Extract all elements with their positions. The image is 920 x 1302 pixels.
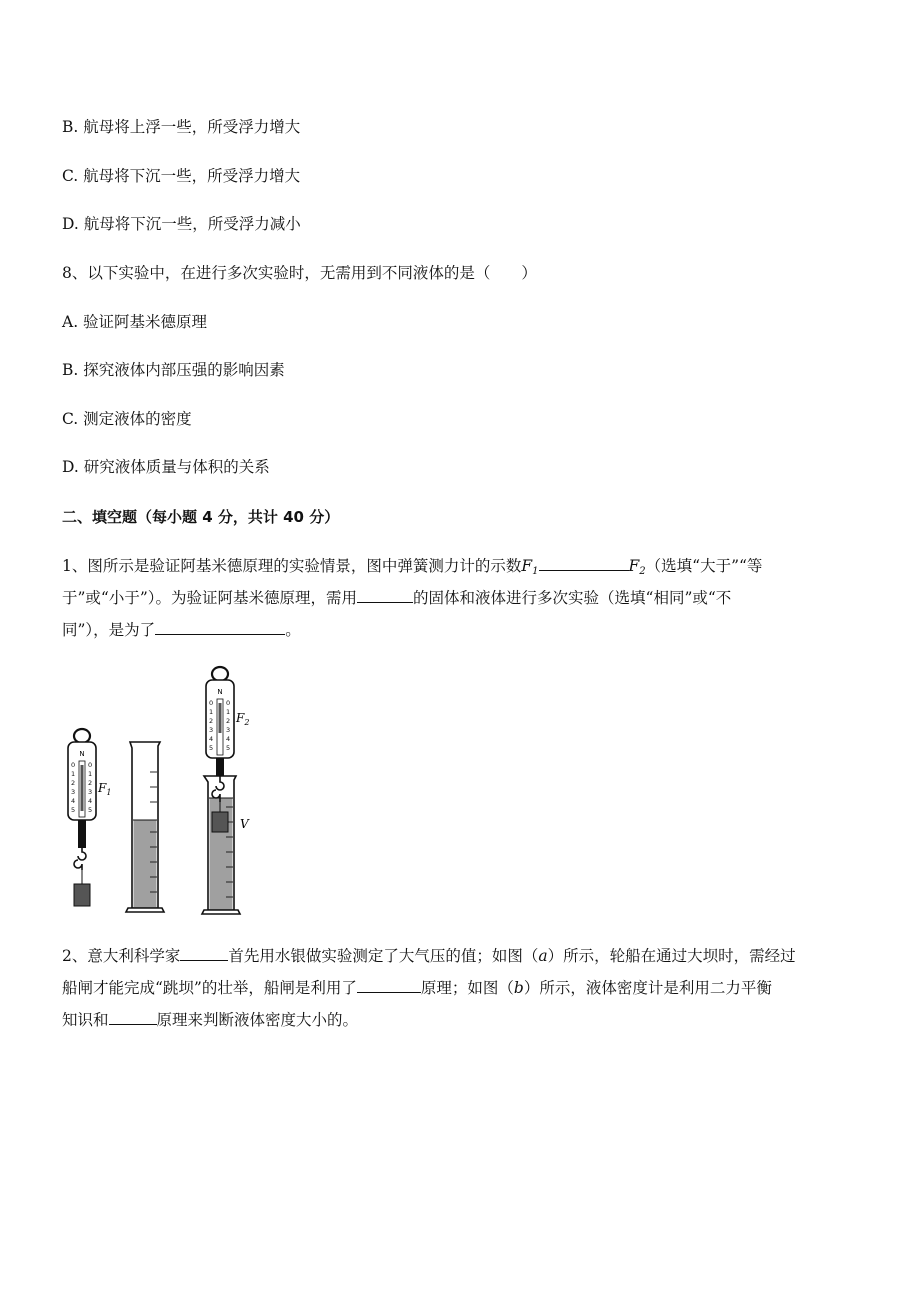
svg-text:2: 2 (71, 779, 76, 787)
fill-2-line-2 (62, 977, 772, 998)
svg-text:2: 2 (88, 779, 93, 787)
scale-unit-label: N (79, 750, 85, 758)
answer-blank-3[interactable] (155, 619, 285, 635)
fill-2-line-3 (62, 1009, 358, 1030)
scale-ticks-right (88, 761, 92, 814)
fill-2-text: ）所示，液体密度计是利用二力平衡 (523, 979, 772, 997)
label-f1: $F_1$ (98, 781, 112, 797)
scale-ticks-right (226, 699, 230, 752)
option-7d: D. 航母将下沉一些，所受浮力减小 (62, 215, 301, 233)
figure-ref-b: b (513, 979, 524, 997)
svg-text:1: 1 (226, 708, 231, 716)
svg-text:4: 4 (88, 797, 93, 805)
graduated-cylinder-1 (126, 742, 164, 912)
svg-text:5: 5 (88, 806, 93, 814)
fill-2-text: 原理；如图（ (420, 979, 514, 997)
svg-text:0: 0 (88, 761, 93, 769)
fill-2-text: 2、意大利科学家 (62, 947, 181, 965)
svg-text:0: 0 (226, 699, 231, 707)
answer-blank-2[interactable] (357, 587, 413, 603)
fill-2-line-1 (62, 945, 796, 966)
option-8b: B. 探究液体内部压强的影响因素 (62, 361, 285, 379)
fill-1-text: 。 (285, 621, 301, 639)
option-7c: C. 航母将下沉一些，所受浮力增大 (62, 167, 301, 185)
fill-1-line-2 (62, 587, 731, 608)
option-8c: C. 测定液体的密度 (62, 410, 192, 428)
svg-text:0: 0 (209, 699, 214, 707)
archimedes-experiment-figure (58, 662, 278, 924)
section-2-title: 二、填空题（每小题 4 分，共计 40 分） (62, 508, 340, 526)
fill-1-text: 同”），是为了 (62, 621, 156, 639)
fill-1-text: 1、图所示是验证阿基米德原理的实验情景，图中弹簧测力计的示数 (62, 557, 522, 575)
svg-text:1: 1 (88, 770, 93, 778)
fill-1-text: （选填“大于”“等 (645, 557, 763, 575)
label-v: V (240, 817, 249, 831)
svg-text:3: 3 (88, 788, 93, 796)
fill-2-text: 知识和 (62, 1011, 109, 1029)
svg-text:5: 5 (226, 744, 231, 752)
svg-text:5: 5 (71, 806, 76, 814)
spring-scale-1 (68, 729, 111, 906)
spring-scale-2 (206, 667, 249, 776)
fill-2-text: 原理来判断液体密度大小的。 (156, 1011, 359, 1029)
fill-2-text: ）所示，轮船在通过大坝时，需经过 (547, 947, 796, 965)
graduated-cylinder-2 (202, 776, 250, 914)
option-7b: B. 航母将上浮一些，所受浮力增大 (62, 118, 301, 136)
figure-ref-a: a (538, 947, 548, 965)
option-8a: A. 验证阿基米德原理 (62, 313, 208, 331)
answer-blank-5[interactable] (357, 977, 421, 993)
svg-text:3: 3 (209, 726, 214, 734)
fill-2-text: 船闸才能完成“跳坝”的壮举，船闸是利用了 (62, 979, 357, 997)
svg-text:5: 5 (209, 744, 214, 752)
svg-text:3: 3 (71, 788, 76, 796)
scale-unit-label: N (217, 688, 223, 696)
label-f2: $F_2$ (236, 711, 250, 727)
fill-1-text: 的固体和液体进行多次实验（选填“相同”或“不 (413, 589, 732, 607)
answer-blank-1[interactable] (539, 555, 629, 571)
svg-text:2: 2 (209, 717, 214, 725)
svg-text:1: 1 (71, 770, 76, 778)
scale-ticks-left (71, 761, 75, 814)
option-8d: D. 研究液体质量与体积的关系 (62, 458, 270, 476)
svg-text:4: 4 (71, 797, 76, 805)
fill-1-text: 于”或“小于”）。为验证阿基米德原理，需用 (62, 589, 358, 607)
svg-text:2: 2 (226, 717, 231, 725)
answer-blank-4[interactable] (180, 945, 228, 961)
question-8-stem: 8、以下实验中，在进行多次实验时，无需用到不同液体的是（ ） (62, 264, 537, 282)
var-f1: $F_1$ (521, 557, 539, 577)
var-f2: $F_2$ (628, 557, 646, 577)
fill-1-line-3 (62, 619, 301, 640)
svg-text:4: 4 (209, 735, 214, 743)
svg-text:1: 1 (209, 708, 214, 716)
svg-text:3: 3 (226, 726, 231, 734)
scale-ticks-left (209, 699, 213, 752)
fill-2-text: 首先用水银做实验测定了大气压的值；如图（ (228, 947, 539, 965)
svg-text:4: 4 (226, 735, 231, 743)
fill-1-line-1 (62, 555, 762, 582)
svg-text:0: 0 (71, 761, 76, 769)
answer-blank-6[interactable] (109, 1009, 157, 1025)
